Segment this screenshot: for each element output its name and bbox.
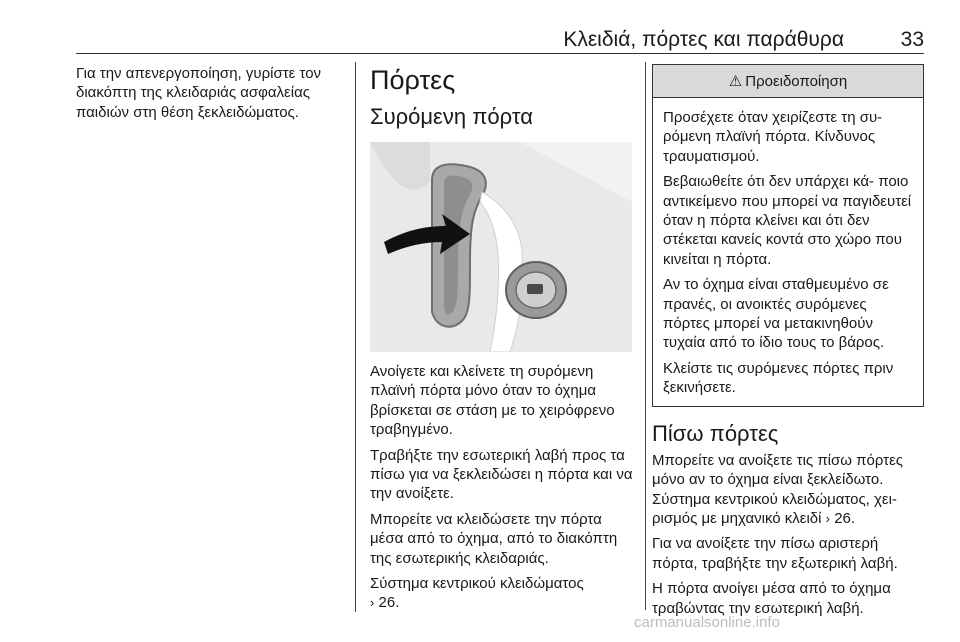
- rear-doors-paragraph: Η πόρτα ανοίγει μέσα από το όχημα τραβώντας την εσωτερική λαβή.: [652, 580, 891, 617]
- column-divider-left: [355, 62, 356, 612]
- chapter-title: Κλειδιά, πόρτες και παράθυρα: [563, 28, 844, 51]
- lock-switch-shape: [527, 284, 543, 294]
- column-2: [370, 64, 635, 619]
- warning-paragraph: Κλείστε τις συρόμενες πόρτες πριν ξεκινήσετε.: [663, 359, 894, 397]
- header-divider: [76, 53, 924, 54]
- section-heading-doors: Πόρτες: [370, 65, 456, 95]
- warning-body: [653, 98, 923, 406]
- sliding-door-paragraph: Μπορείτε να κλειδώσετε την πόρτα μέσα από το όχημα, από το διακόπτη της εσωτερικής κλειδαριάς.: [370, 510, 618, 567]
- warning-header: [653, 65, 923, 98]
- rear-doors-paragraph: [652, 451, 924, 529]
- column-1: [76, 64, 344, 128]
- page-reference-icon: ›: [825, 510, 831, 526]
- central-locking-text: Σύστημα κεντρικού κλειδώματος: [370, 575, 584, 593]
- page-header: [76, 22, 924, 52]
- watermark: carmanualsonline.info: [634, 614, 780, 631]
- rear-doors-paragraph: Για να ανοίξετε την πίσω αριστερή πόρτα, τραβήξτε την εξωτερική λαβή.: [652, 535, 898, 572]
- sliding-door-paragraph: Τραβήξτε την εσωτερική λαβή προς τα πίσω για να ξεκλειδώσει η πόρτα και να την ανοίξετε.: [370, 446, 633, 503]
- sliding-door-paragraph: Ανοίγετε και κλείνετε τη συρόμενη πλαϊνή πόρτα μόνο όταν το όχημα βρίσκεται σε στάση με το χειρόφρενο τραβηγμένο.: [370, 363, 615, 439]
- intro-paragraph: Για την απενεργοποίηση, γυρίστε τον διακόπτη της κλειδαριάς ασφαλείας παιδιών στη θέση ξεκλειδώματος.: [76, 65, 322, 121]
- page-reference-link[interactable]: 26.: [378, 594, 400, 612]
- warning-paragraph: Προσέχετε όταν χειρίζεστε τη συ- ρόμενη πλαϊνή πόρτα. Κίνδυνος τραυματισμού.: [663, 109, 883, 165]
- rear-doors-text: Μπορείτε να ανοίξετε τις πίσω πόρτες μόνο αν το όχημα είναι ξεκλείδωτο. Σύστημα κεντρικού κλειδώματος, χει- ρισμός με μηχανικό κλειδί: [652, 451, 904, 527]
- page-reference-icon: ›: [370, 595, 375, 611]
- warning-paragraph: Βεβαιωθείτε ότι δεν υπάρχει κά- ποιο αντικείμενο που μπορεί να παγιδευτεί όταν η πόρτα κλείνει και ότι δεν στέκεται κανείς κοντά στο χώρο που κινείται η πόρτα.: [663, 173, 912, 268]
- central-locking-reference: [370, 574, 635, 613]
- warning-icon: ⚠: [728, 73, 743, 90]
- page-reference-link[interactable]: 26.: [834, 509, 856, 527]
- column-divider-right: [645, 62, 646, 610]
- page-number: 33: [900, 28, 924, 51]
- subheading-rear-doors: Πίσω πόρτες: [652, 420, 779, 446]
- warning-paragraph: Αν το όχημα είναι σταθμευμένο σε πρανές, οι ανοικτές συρόμενες πόρτες μπορεί να μετακινηθούν τυχαία από το ίδιο τους το βάρος.: [663, 276, 889, 352]
- warning-title: Προειδοποίηση: [745, 72, 848, 90]
- warning-box: [652, 64, 924, 407]
- subheading-sliding-door: Συρόμενη πόρτα: [370, 104, 533, 129]
- column-3: [652, 64, 924, 624]
- door-handle-drawing: [370, 142, 632, 352]
- sliding-door-handle-illustration: [370, 142, 632, 352]
